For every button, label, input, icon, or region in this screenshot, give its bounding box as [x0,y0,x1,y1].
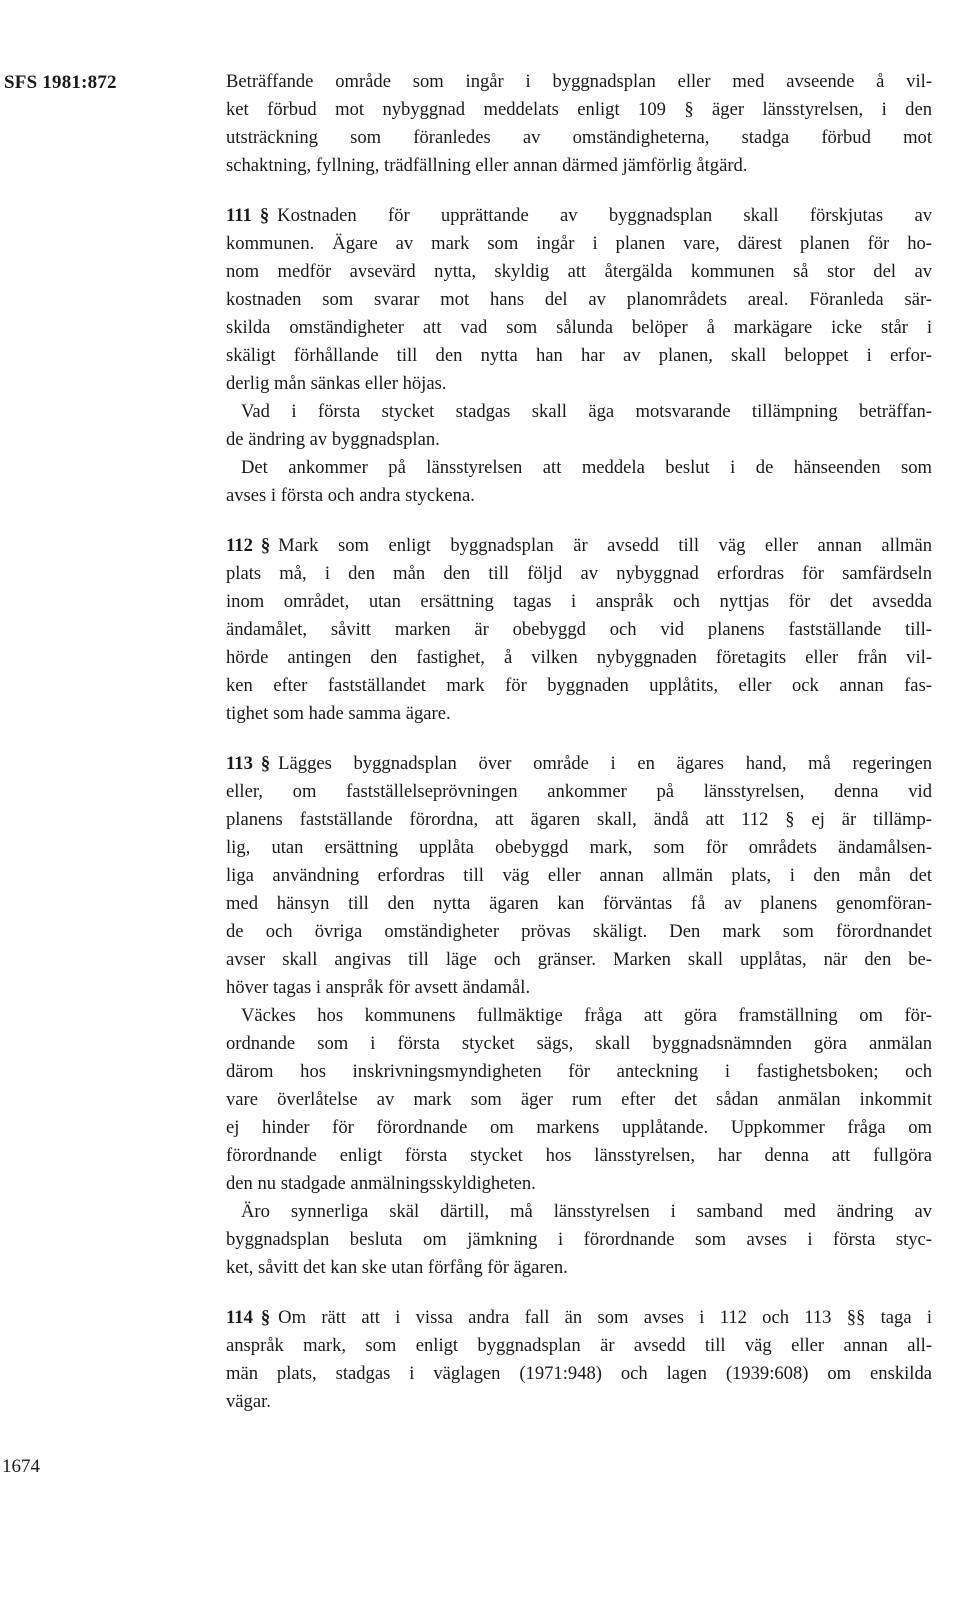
text-line: ken efter fastställandet mark för byggnaden upplåtits, eller ock annan fas- [226,675,932,696]
text-line: hörde antingen den fastighet, å vilken nybyggnaden företagits eller från vil- [226,647,932,668]
text-line: vägar. [226,1391,271,1412]
text-line: tighet som hade samma ägare. [226,703,451,724]
section-number: 113 [226,753,253,774]
text-line: förordnande enligt första stycket hos länsstyrelsen, har denna att fullgöra [226,1145,932,1166]
text-line: män plats, stadgas i väglagen (1971:948) och lagen (1939:608) om enskilda [226,1363,932,1384]
section-number: 111 [226,205,252,226]
section-number: 112 [226,535,253,556]
paragraph-sign: § [259,205,270,226]
section-114 [226,1304,932,1416]
text-line: ordnande som i första stycket sägs, skall byggnadsnämnden göra anmälan [226,1033,932,1054]
section-first-text: Mark som enligt byggnadsplan är avsedd till väg eller annan allmän [278,535,932,556]
text-line: Äro synnerliga skäl därtill, må länsstyrelsen i samband med ändring av [241,1201,932,1222]
text-line: planens fastställande förordna, att ägaren skall, ändå att 112 § ej är tillämp- [226,809,932,830]
text-line: den nu stadgade anmälningsskyldigheten. [226,1173,536,1194]
paragraph-sign: § [260,753,271,774]
text-line: Väckes hos kommunens fullmäktige fråga att göra framställning om för- [241,1005,932,1026]
paragraph-sign: § [260,1307,271,1328]
statute-text [226,68,932,1416]
section-first-text: Kostnaden för upprättande av byggnadsplan skall förskjutas av [277,205,932,226]
text-line: vare överlåtelse av mark som äger rum efter det sådan anmälan inkommit [226,1089,932,1110]
section-first-line [226,532,932,560]
section-113 [226,750,932,1282]
paragraph-continuation [226,68,932,180]
text-line: skilda omständigheter att vad som sålunda belöper å markägare icke står i [226,317,932,338]
text-line: anspråk mark, som enligt byggnadsplan är avsedd till väg eller annan all- [226,1335,932,1356]
text-line: skäligt förhållande till den nytta han har av planen, skall beloppet i erfor- [226,345,932,366]
section-first-text: Om rätt att i vissa andra fall än som avses i 112 och 113 §§ taga i [278,1307,932,1328]
text-line: eller, om fastställelseprövningen ankommer på länsstyrelsen, denna vid [226,781,932,802]
text-line: ändamålet, såvitt marken är obebyggd och vid planens fastställande till- [226,619,932,640]
text-line: kostnaden som svarar mot hans del av planområdets areal. Föranleda sär- [226,289,932,310]
sfs-number: SFS 1981:872 [4,72,117,93]
text-line: liga användning erfordras till väg eller annan allmän plats, i den mån det [226,865,932,886]
section-first-line [226,750,932,778]
text-line: plats må, i den mån den till följd av nybyggnad erfordras för samfärdseln [226,563,932,584]
text-line: lig, utan ersättning upplåta obebyggd mark, som för områdets ändamålsen- [226,837,932,858]
text-line: ket, såvitt det kan ske utan förfång för ägaren. [226,1257,568,1278]
text-line: nom medför avsevärd nytta, skyldig att återgälda kommunen så stor del av [226,261,932,282]
section-first-line [226,1304,932,1332]
text-line: höver tagas i anspråk för avsett ändamål. [226,977,531,998]
text-line: derlig mån sänkas eller höjas. [226,373,447,394]
text-line: ket förbud mot nybyggnad meddelats enligt 109 § äger länsstyrelsen, i den [226,99,932,120]
text-line: schaktning, fyllning, trädfällning eller annan därmed jämförlig åtgärd. [226,155,748,176]
section-111 [226,202,932,510]
section-number: 114 [226,1307,253,1328]
text-line: med hänsyn till den nytta ägaren kan förväntas få av planens genomföran- [226,893,932,914]
text-line: inom området, utan ersättning tagas i anspråk och nyttjas för det avsedda [226,591,932,612]
text-line: de ändring av byggnadsplan. [226,429,440,450]
text-line: avser skall angivas till läge och gränser. Marken skall upplåtas, när den be- [226,949,932,970]
section-first-line [226,202,932,230]
text-line: Beträffande område som ingår i byggnadsplan eller med avseende å vil- [226,71,932,92]
text-line: ej hinder för förordnande om markens upplåtande. Uppkommer fråga om [226,1117,932,1138]
text-line: Vad i första stycket stadgas skall äga motsvarande tillämpning beträffan- [241,401,932,422]
page-number: 1674 [2,1456,40,1477]
section-first-text: Lägges byggnadsplan över område i en ägares hand, må regeringen [278,753,932,774]
paragraph-sign: § [260,535,271,556]
text-line: de och övriga omständigheter prövas skäligt. Den mark som förordnandet [226,921,932,942]
section-112 [226,532,932,728]
text-line: Det ankommer på länsstyrelsen att meddela beslut i de hänseenden som [241,457,932,478]
text-line: byggnadsplan besluta om jämkning i förordnande som avses i första styc- [226,1229,932,1250]
text-line: därom hos inskrivningsmyndigheten för anteckning i fastighetsboken; och [226,1061,932,1082]
text-line: avses i första och andra styckena. [226,485,475,506]
text-line: kommunen. Ägare av mark som ingår i planen vare, därest planen för ho- [226,233,932,254]
text-line: utsträckning som föranledes av omständigheterna, stadga förbud mot [226,127,932,148]
